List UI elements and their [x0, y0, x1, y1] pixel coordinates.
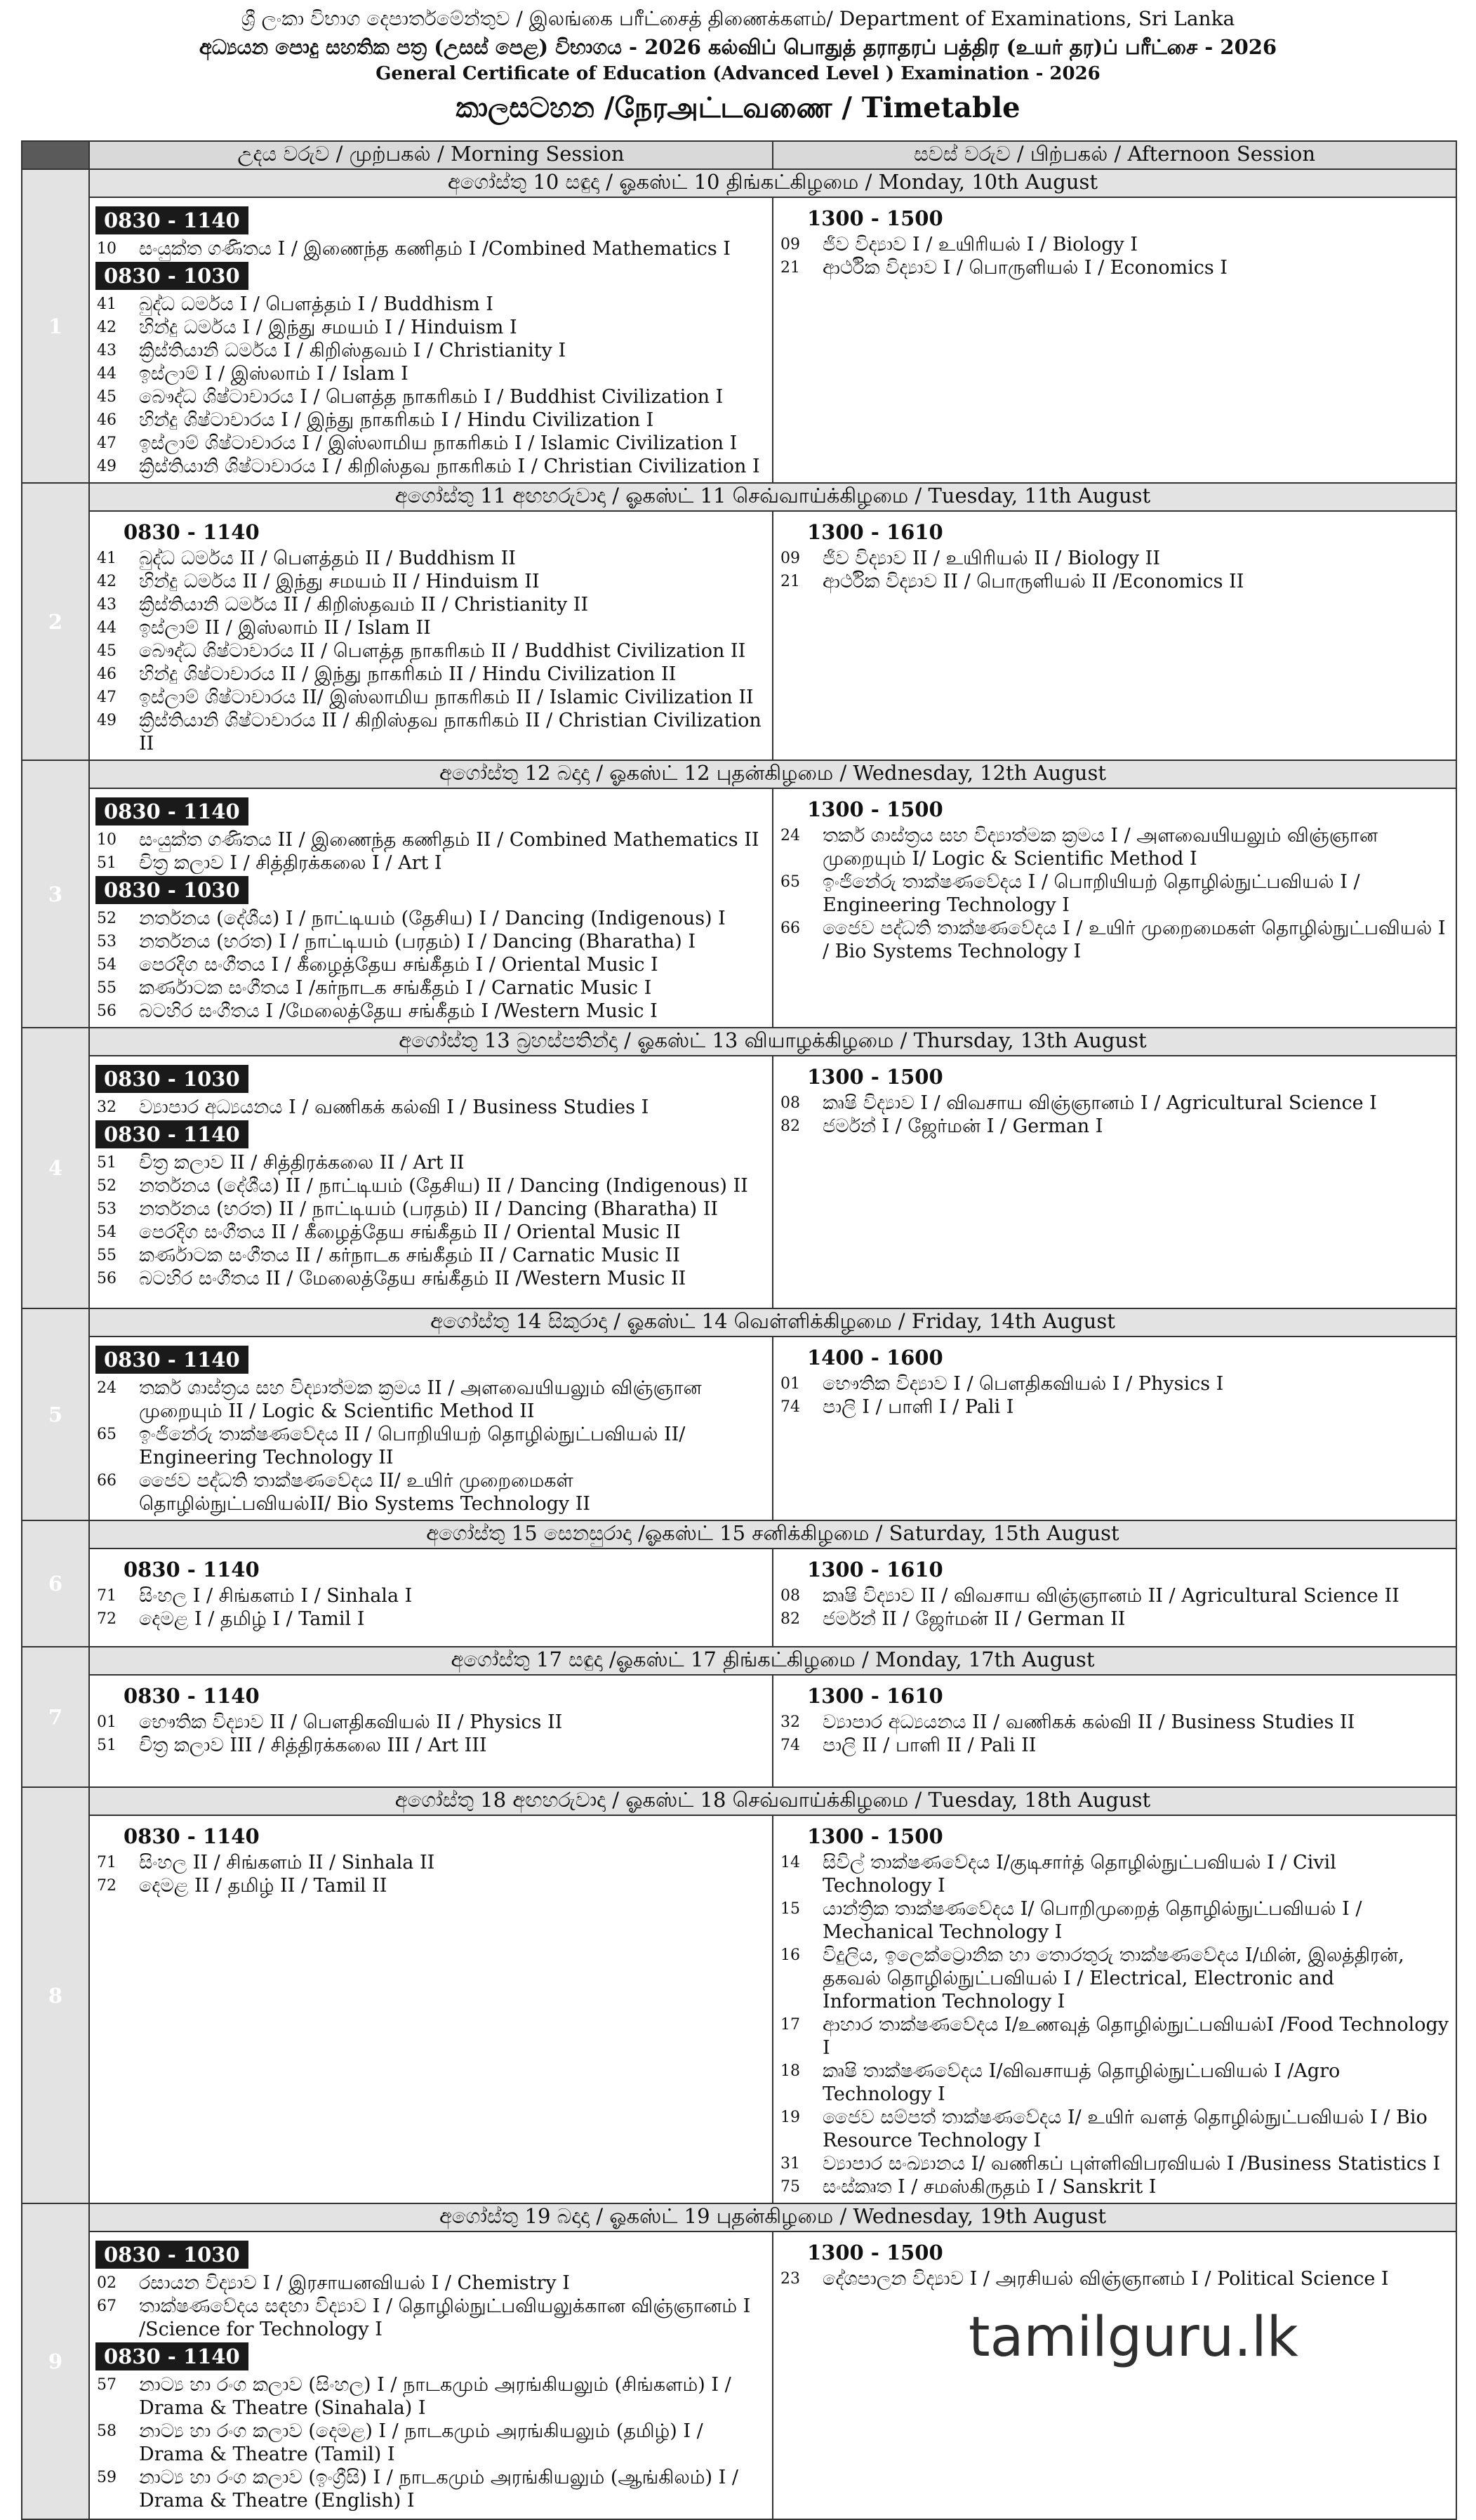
- subject-name: බටහිර සංගීතය II / மேலைத்தேய சங்கீதம் II /Western Music II: [139, 1268, 686, 1289]
- subject-name: තර්ක ශාස්ත්‍රය සහ විද්‍යාත්මක ක්‍රමය I / அளவையியலும் விஞ்ஞான முறையும் I/ Logic & Scientific Method I: [823, 825, 1378, 870]
- subject-name: තර්ක ශාස්ත්‍රය සහ විද්‍යාත්මක ක්‍රමය II / அளவையியலும் விஞ்ஞான முறையும் II / Logic & Scientific Method II: [139, 1377, 702, 1422]
- subject-code: 46: [97, 411, 117, 429]
- exam-line-english: General Certificate of Education (Advanced Level ) Examination - 2026: [375, 63, 1101, 84]
- subject-code: 52: [97, 910, 117, 927]
- watermark: tamilguru.lk: [969, 2306, 1298, 2369]
- subject-code: 72: [97, 1877, 117, 1895]
- subject-row: [779, 824, 1450, 870]
- subject-code: 01: [780, 1375, 800, 1393]
- time-slot: 0830 - 1030: [95, 1065, 248, 1093]
- subject-row: [779, 2267, 1450, 2290]
- subject-row: [95, 1874, 766, 1897]
- subject-name: ඉස්ලාම් ශිෂ්ටාචාරය I / இஸ்லாமிய நாகரிகம் I / Islamic Civilization I: [139, 432, 738, 454]
- time-slot: 1300 - 1500: [807, 206, 943, 230]
- subject-code: 44: [97, 365, 117, 383]
- subject-name: නාට්‍ය හා රංග කලාව (ඉංග්‍රීසි) I / நாடகமும் அரங்கியலும் (ஆங்கிலம்) I / Drama & Theatre (English) I: [139, 2467, 738, 2512]
- subject-code: 72: [97, 1610, 117, 1628]
- subject-code: 56: [97, 1270, 117, 1287]
- subject-row: [95, 237, 766, 260]
- afternoon-cell: [773, 1056, 1456, 1308]
- subject-name: චිත්‍ර කලාව II / சித்திரக்கலை II / Art II: [139, 1152, 465, 1174]
- time-slot: 0830 - 1140: [124, 1684, 260, 1708]
- subject-code: 32: [97, 1099, 117, 1116]
- subject-code: 74: [780, 1398, 800, 1416]
- subject-name: කෘෂි තාක්ෂණවේදය I/விவசாயத் தொழில்நுட்பவியல் I /Agro Technology I: [823, 2060, 1341, 2105]
- time-slot: 0830 - 1140: [124, 1824, 260, 1848]
- subject-row: [779, 1734, 1450, 1757]
- day-number: 2: [22, 483, 89, 760]
- subject-name: සිංහල I / சிங்களம் I / Sinhala I: [139, 1585, 413, 1607]
- subject-name: පෙරදිග සංගීතය II / கீழைத்தேய சங்கீதம் II / Oriental Music II: [139, 1221, 681, 1243]
- exam-date: අගෝස්තු 15 සෙනසුරාදා /ஓகஸ்ட் 15 சனிக்கிழமை / Saturday, 15th August: [89, 1520, 1456, 1549]
- subject-name: පාලි II / பாளி II / Pali II: [823, 1735, 1037, 1756]
- subject-name: නර්තනය (දේශීය) II / நாட்டியம் (தேசிய) II / Dancing (Indigenous) II: [139, 1175, 748, 1197]
- subject-row: [779, 1092, 1450, 1115]
- subject-name: විදුලිය, ඉලෙක්ට්‍රොනික හා තොරතුරු තාක්ෂණවේදය I/மின், இலத்திரன், தகவல் தொழில்நுட்பவியல் I / Electrical, Electronic and Information Technology I: [823, 1944, 1404, 2012]
- subject-code: 74: [780, 1737, 800, 1754]
- subject-code: 24: [97, 1379, 117, 1397]
- subject-name: ඉංජිනේරු තාක්ෂණවේදය I / பொறியியற் தொழில்நுட்பவியல் I / Engineering Technology I: [823, 871, 1360, 916]
- page-title: කාලසටහන /நேரஅட்டவணை / Timetable: [456, 91, 1020, 124]
- morning-cell: [89, 1815, 773, 2203]
- subject-name: කෘෂි විද්‍යාව II / விவசாய விஞ்ஞானம் II / Agricultural Science II: [823, 1585, 1399, 1607]
- subject-name: සිවිල් තාක්ෂණවේදය I/குடிசார்த் தொழில்நுட்பவியல் I / Civil Technology I: [823, 1852, 1336, 1897]
- date-row: [22, 1787, 1456, 1815]
- time-slot: 0830 - 1030: [95, 876, 248, 904]
- subject-code: 53: [97, 1200, 117, 1218]
- subject-name: ජර්මන් II / ஜேர்மன் II / German II: [823, 1608, 1126, 1630]
- subject-code: 41: [97, 296, 117, 313]
- subject-row: [779, 917, 1450, 963]
- time-slot: 1300 - 1500: [807, 1824, 943, 1848]
- subject-row: [95, 2373, 766, 2420]
- subject-name: ඉස්ලාම් ශිෂ්ටාචාරය II/ இஸ்லாமிய நாகரிகம் II / Islamic Civilization II: [139, 687, 754, 708]
- subject-code: 65: [97, 1426, 117, 1443]
- subject-row: [95, 2272, 766, 2295]
- subject-code: 52: [97, 1177, 117, 1195]
- afternoon-cell: [773, 1337, 1456, 1520]
- exam-line-local: අධ්‍යයන පොදු සහතික පත්‍ර (උසස් පෙළ) විභාගය - 2026 கல்விப் பொதுத் தராதரப் பத்திர (உயர் தர)ப் பரீட்சை - 2026: [199, 35, 1277, 59]
- subject-row: [95, 593, 766, 616]
- subject-code: 41: [97, 550, 117, 567]
- subject-name: නාට්‍ය හා රංග කලාව (සිංහල) I / நாடகமும் அரங்கியலும் (சிங்களம்) I / Drama & Theatre (Sinahala) I: [139, 2374, 731, 2419]
- morning-cell: [89, 1056, 773, 1308]
- subject-row: [779, 233, 1450, 256]
- subject-name: බෞද්ධ ශිෂ්ටාචාරය II / பௌத்த நாகரிகம் II / Buddhist Civilization II: [139, 640, 746, 662]
- subject-name: පාලි I / பாளி I / Pali I: [823, 1396, 1014, 1418]
- exam-date: අගෝස්තු 10 සඳුදා / ஓகஸ்ட் 10 திங்கட்கிழமை / Monday, 10th August: [89, 169, 1456, 197]
- subject-name: භෞතික විද්‍යාව I / பௌதிகவியல் I / Physics I: [823, 1373, 1224, 1395]
- afternoon-session-header: සවස් වරුව / பிற்பகல் / Afternoon Session: [773, 141, 1456, 169]
- subject-name: පෙරදිග සංගීතය I / கீழைத்தேய சங்கீதம் I / Oriental Music I: [139, 954, 658, 976]
- subject-code: 16: [780, 1947, 800, 1964]
- subject-name: භෞතික විද්‍යාව II / பௌதிகவியல் II / Physics II: [139, 1711, 563, 1733]
- time-slot: 1300 - 1610: [807, 520, 943, 544]
- subject-name: තාක්ෂණවේදය සඳහා විද්‍යාව I / தொழில்நுட்பவியலுக்கான விஞ்ஞானம் I /Science for Technology I: [139, 2295, 751, 2340]
- subject-code: 21: [780, 573, 800, 590]
- subject-code: 15: [780, 1900, 800, 1918]
- subject-row: [779, 2175, 1450, 2199]
- subject-code: 55: [97, 1247, 117, 1264]
- subject-name: නර්තනය (දේශීය) I / நாட்டியம் (தேசிய) I / Dancing (Indigenous) I: [139, 908, 726, 929]
- subject-row: [95, 385, 766, 409]
- subject-row: [95, 362, 766, 385]
- subject-row: [95, 1221, 766, 1244]
- time-slot: 1300 - 1500: [807, 2241, 943, 2264]
- subject-row: [95, 1584, 766, 1607]
- subject-row: [95, 907, 766, 930]
- subject-code: 51: [97, 1154, 117, 1172]
- subject-row: [95, 686, 766, 709]
- subject-name: කර්ණාටක සංගීතය II / கர்நாடக சங்கீதம் II / Carnatic Music II: [139, 1245, 680, 1266]
- morning-cell: [89, 1675, 773, 1787]
- subject-row: [95, 663, 766, 686]
- subject-row: [95, 1607, 766, 1631]
- exam-date: අගෝස්තු 11 අඟහරුවාදා / ஓகஸ்ட் 11 செவ்வாய்க்கிழமை / Tuesday, 11th August: [89, 483, 1456, 511]
- subject-code: 42: [97, 319, 117, 336]
- time-slot: 1300 - 1500: [807, 797, 943, 821]
- day-row: [22, 1337, 1456, 1520]
- day-row: [22, 788, 1456, 1028]
- subject-name: ඉස්ලාම් I / இஸ்லாம் I / Islam I: [139, 363, 408, 385]
- subject-code: 75: [780, 2178, 800, 2196]
- subject-row: [95, 2466, 766, 2512]
- department-line: ශ්‍රී ලංකා විභාග දෙපාර්තමේන්තුව / இலங்கை பரீட்சைத் திணைக்களம்/ Department of Examinations, Sri Lanka: [241, 7, 1235, 30]
- subject-code: 43: [97, 342, 117, 359]
- subject-name: හින්දු ධර්මය I / இந்து சமயம் I / Hinduism I: [139, 317, 517, 338]
- day-number: 3: [22, 760, 89, 1028]
- time-slot: 0830 - 1140: [95, 206, 248, 234]
- subject-code: 32: [780, 1713, 800, 1731]
- day-number: 5: [22, 1308, 89, 1520]
- subject-row: [95, 953, 766, 976]
- subject-name: ක්‍රිස්තියානි ධර්මය II / கிறிஸ்தவம் II / Christianity II: [139, 594, 589, 616]
- morning-cell: [89, 511, 773, 760]
- time-slot: 0830 - 1140: [124, 1558, 260, 1581]
- subject-row: [779, 256, 1450, 279]
- time-slot: 1300 - 1610: [807, 1684, 943, 1708]
- subject-code: 09: [780, 550, 800, 567]
- subject-code: 18: [780, 2062, 800, 2080]
- subject-name: ඉස්ලාම් II / இஸ்லாம் II / Islam II: [139, 617, 431, 639]
- subject-name: ක්‍රිස්තියානි ශිෂ්ටාචාරය II / கிறிஸ்தவ நாகரிகம் II / Christian Civilization II: [139, 710, 762, 755]
- subject-code: 46: [97, 665, 117, 683]
- date-row: [22, 1308, 1456, 1337]
- subject-row: [779, 1115, 1450, 1138]
- subject-name: ආර්ථික විද්‍යාව II / பொருளியல் II /Economics II: [823, 571, 1244, 592]
- subject-row: [779, 1711, 1450, 1734]
- afternoon-cell: [773, 511, 1456, 760]
- subject-name: ක්‍රිස්තියානි ධර්මය I / கிறிஸ்தவம் I / Christianity I: [139, 340, 566, 362]
- subject-row: [779, 2013, 1450, 2060]
- subject-row: [95, 1423, 766, 1469]
- subject-row: [95, 339, 766, 362]
- subject-name: සිංහල II / சிங்களம் II / Sinhala II: [139, 1852, 435, 1874]
- date-row: [22, 1647, 1456, 1675]
- subject-code: 67: [97, 2297, 117, 2315]
- exam-date: අගෝස්තු 13 බ්‍රහස්පතින්දා / ஓகஸ்ட் 13 வியாழக்கிழமை / Thursday, 13th August: [89, 1028, 1456, 1056]
- morning-cell: [89, 1549, 773, 1647]
- day-number: 6: [22, 1520, 89, 1647]
- subject-row: [779, 1584, 1450, 1607]
- day-number: 4: [22, 1028, 89, 1308]
- morning-cell: [89, 197, 773, 483]
- subject-row: [95, 547, 766, 570]
- subject-row: [95, 409, 766, 432]
- subject-row: [95, 1244, 766, 1267]
- subject-code: 54: [97, 956, 117, 974]
- subject-code: 14: [780, 1854, 800, 1871]
- subject-row: [95, 1377, 766, 1423]
- subject-name: ආර්ථික විද්‍යාව I / பொருளியல் I / Economics I: [823, 257, 1228, 279]
- subject-name: නර්තනය (භරත) I / நாட்டியம் (பரதம்) I / Dancing (Bharatha) I: [139, 931, 696, 953]
- subject-name: කර්ණාටක සංගීතය I /கர்நாடக சங்கீதம் I / Carnatic Music I: [139, 977, 652, 999]
- subject-row: [95, 639, 766, 663]
- day-row: [22, 1815, 1456, 2203]
- subject-name: ජීව විද්‍යාව I / உயிரியல் I / Biology I: [823, 234, 1138, 256]
- subject-row: [779, 1372, 1450, 1395]
- subject-code: 01: [97, 1713, 117, 1731]
- subject-name: කෘෂි විද්‍යාව I / விவசாய விஞ்ஞானம் I / Agricultural Science I: [823, 1092, 1377, 1114]
- subject-name: හින්දු ධර්මය II / இந்து சமயம் II / Hinduism II: [139, 571, 540, 592]
- day-row: [22, 1675, 1456, 1787]
- subject-name: චිත්‍ර කලාව III / சித்திரக்கலை III / Art III: [139, 1735, 487, 1756]
- subject-code: 24: [780, 827, 800, 844]
- subject-code: 08: [780, 1094, 800, 1112]
- subject-row: [779, 2060, 1450, 2106]
- subject-row: [779, 870, 1450, 917]
- subject-row: [779, 2106, 1450, 2152]
- time-slot: 0830 - 1030: [95, 262, 248, 290]
- subject-code: 19: [780, 2109, 800, 2126]
- subject-code: 49: [97, 712, 117, 729]
- subject-row: [95, 976, 766, 1000]
- subject-code: 51: [97, 854, 117, 872]
- subject-code: 57: [97, 2376, 117, 2394]
- session-header-row: [22, 141, 1456, 169]
- subject-code: 44: [97, 619, 117, 637]
- subject-code: 82: [780, 1118, 800, 1135]
- subject-row: [95, 1469, 766, 1516]
- subject-code: 58: [97, 2422, 117, 2440]
- subject-code: 82: [780, 1610, 800, 1628]
- date-row: [22, 1028, 1456, 1056]
- subject-row: [779, 1851, 1450, 1897]
- morning-cell: [89, 2231, 773, 2519]
- subject-row: [95, 1851, 766, 1874]
- time-slot: 1400 - 1600: [807, 1346, 943, 1370]
- day-row: [22, 1549, 1456, 1647]
- subject-name: ජීව විද්‍යාව II / உயிரியல் II / Biology II: [823, 548, 1161, 569]
- subject-row: [95, 828, 766, 851]
- subject-name: නර්තනය (භරත) II / நாட்டியம் (பரதம்) II / Dancing (Bharatha) II: [139, 1198, 719, 1220]
- subject-code: 02: [97, 2274, 117, 2292]
- subject-name: ජෛව පද්ධති තාක්ෂණවේදය I / உயிர் முறைமைகள் தொழில்நுட்பவியல் I / Bio Systems Technology I: [823, 917, 1446, 962]
- subject-code: 47: [97, 435, 117, 452]
- subject-code: 31: [780, 2155, 800, 2173]
- subject-name: නාට්‍ය හා රංග කලාව (දෙමළ) I / நாடகமும் அரங்கியலும் (தமிழ்) I / Drama & Theatre (Tamil) I: [139, 2420, 703, 2465]
- subject-row: [95, 455, 766, 478]
- subject-row: [779, 1944, 1450, 2013]
- subject-row: [95, 616, 766, 639]
- subject-row: [95, 1711, 766, 1734]
- afternoon-cell: [773, 788, 1456, 1028]
- subject-code: 66: [780, 920, 800, 937]
- subject-row: [779, 547, 1450, 570]
- subject-row: [95, 2420, 766, 2466]
- exam-date: අගෝස්තු 17 සඳුදා /ஓகஸ்ட் 17 திங்கட்கிழமை / Monday, 17th August: [89, 1647, 1456, 1675]
- subject-name: බුද්ධ ධර්මය II / பௌத்தம் II / Buddhism II: [139, 548, 516, 569]
- subject-code: 43: [97, 596, 117, 614]
- subject-row: [95, 1198, 766, 1221]
- subject-code: 10: [97, 831, 117, 849]
- date-row: [22, 1520, 1456, 1549]
- subject-name: බටහිර සංගීතය I /மேலைத்தேய சங்கீதம் I /Western Music I: [139, 1000, 658, 1022]
- subject-row: [779, 2152, 1450, 2175]
- subject-row: [779, 570, 1450, 593]
- time-slot: 0830 - 1030: [95, 2241, 248, 2269]
- subject-name: සංයුක්ත ගණිතය II / இணைந்த கணிதம் II / Combined Mathematics II: [139, 829, 759, 851]
- subject-code: 47: [97, 689, 117, 706]
- subject-code: 21: [780, 259, 800, 277]
- subject-row: [95, 1734, 766, 1757]
- timetable: [21, 140, 1457, 2520]
- subject-row: [95, 1174, 766, 1198]
- time-slot: 1300 - 1500: [807, 1065, 943, 1089]
- subject-code: 09: [780, 236, 800, 253]
- subject-row: [95, 1096, 766, 1119]
- day-number: 7: [22, 1647, 89, 1787]
- subject-name: හින්දු ශිෂ්ටාචාරය I / இந்து நாகரிகம் I / Hindu Civilization I: [139, 409, 654, 431]
- subject-row: [95, 293, 766, 316]
- subject-code: 71: [97, 1854, 117, 1871]
- subject-code: 54: [97, 1223, 117, 1241]
- document-header: [0, 0, 1476, 144]
- subject-row: [95, 570, 766, 593]
- subject-name: ඉංජිනේරු තාක්ෂණවේදය II / பொறியியற் தொழில்நுட்பவியல் II/ Engineering Technology II: [139, 1424, 686, 1468]
- subject-row: [95, 432, 766, 455]
- subject-name: ව්‍යාපාර සංඛ්‍යානය I/ வணிகப் புள்ளிவிபரவியல் I /Business Statistics I: [823, 2153, 1440, 2175]
- exam-date: අගෝස්තු 18 අඟහරුවාදා / ஓகஸ்ட் 18 செவ்வாய்க்கிழமை / Tuesday, 18th August: [89, 1787, 1456, 1815]
- time-slot: 0830 - 1140: [95, 1346, 248, 1374]
- subject-row: [95, 2295, 766, 2341]
- subject-name: ක්‍රිස්තියානි ශිෂ්ටාචාරය I / கிறிஸ்தவ நாகரிகம் I / Christian Civilization I: [139, 456, 760, 477]
- subject-row: [95, 1151, 766, 1174]
- subject-code: 55: [97, 979, 117, 997]
- day-number: 9: [22, 2203, 89, 2519]
- subject-name: දේශපාලන විද්‍යාව I / அரசியல் விஞ்ஞானம் I / Political Science I: [823, 2268, 1389, 2290]
- date-row: [22, 483, 1456, 511]
- morning-cell: [89, 788, 773, 1028]
- time-slot: 0830 - 1140: [124, 520, 260, 544]
- time-slot: 1300 - 1610: [807, 1558, 943, 1581]
- subject-code: 65: [780, 873, 800, 891]
- afternoon-cell: [773, 1815, 1456, 2203]
- subject-code: 53: [97, 933, 117, 950]
- subject-code: 51: [97, 1737, 117, 1754]
- subject-code: 71: [97, 1587, 117, 1605]
- subject-name: රසායන විද්‍යාව I / இரசாயனவியல் I / Chemistry I: [139, 2272, 570, 2294]
- subject-code: 45: [97, 642, 117, 660]
- subject-row: [779, 1607, 1450, 1631]
- subject-name: ආහාර තාක්ෂණවේදය I/உணவுத் தொழில்நுட்பவியல்I /Food Technology I: [823, 2014, 1449, 2059]
- afternoon-cell: [773, 1549, 1456, 1647]
- subject-name: ජෛව පද්ධති තාක්ෂණවේදය II/ உயிர் முறைமைகள் தொழில்நுட்பவியல்II/ Bio Systems Technology II: [139, 1470, 591, 1515]
- morning-session-header: උදය වරුව / முற்பகல் / Morning Session: [89, 141, 773, 169]
- exam-date: අගෝස්තු 14 සිකුරාදා / ஓகஸ்ட் 14 வெள்ளிக்கிழமை / Friday, 14th August: [89, 1308, 1456, 1337]
- subject-code: 42: [97, 573, 117, 590]
- subject-name: ව්‍යාපාර අධ්‍යයනය II / வணிகக் கல்வி II / Business Studies II: [823, 1711, 1355, 1733]
- afternoon-cell: [773, 1675, 1456, 1787]
- subject-name: හින්දු ශිෂ්ටාචාරය II / இந்து நாகரிகம் II / Hindu Civilization II: [139, 663, 677, 685]
- subject-code: 49: [97, 458, 117, 475]
- day-row: [22, 2231, 1456, 2519]
- subject-row: [95, 1000, 766, 1023]
- afternoon-cell: [773, 2231, 1456, 2519]
- subject-row: [779, 1897, 1450, 1944]
- subject-name: ව්‍යාපාර අධ්‍යයනය I / வணிகக் கல்வி I / Business Studies I: [139, 1096, 649, 1118]
- time-slot: 0830 - 1140: [95, 797, 248, 825]
- day-number: 1: [22, 169, 89, 483]
- subject-row: [95, 709, 766, 755]
- day-row: [22, 197, 1456, 483]
- date-row: [22, 760, 1456, 788]
- subject-name: බුද්ධ ධර්මය I / பௌத்தம் I / Buddhism I: [139, 293, 493, 315]
- subject-name: දෙමළ II / தமிழ் II / Tamil II: [139, 1875, 387, 1897]
- subject-row: [95, 851, 766, 875]
- date-row: [22, 2203, 1456, 2231]
- day-row: [22, 511, 1456, 760]
- morning-cell: [89, 1337, 773, 1520]
- day-number: 8: [22, 1787, 89, 2203]
- subject-name: චිත්‍ර කලාව I / சித்திரக்கலை I / Art I: [139, 852, 442, 874]
- time-slot: 0830 - 1140: [95, 1120, 248, 1148]
- subject-name: සංස්කෘත I / சமஸ்கிருதம் I / Sanskrit I: [823, 2176, 1157, 2198]
- subject-code: 59: [97, 2469, 117, 2486]
- subject-code: 17: [780, 2016, 800, 2034]
- time-slot: 0830 - 1140: [95, 2342, 248, 2370]
- subject-code: 45: [97, 388, 117, 406]
- subject-name: ජෛව සම්පත් තාක්ෂණවේදය I/ உயிர் வளத் தொழில்நுட்பவியல் I / Bio Resource Technology I: [823, 2107, 1428, 2151]
- subject-name: යාන්ත්‍රික තාක්ෂණවේදය I/ பொறிமுறைத் தொழில்நுட்பவியல் I / Mechanical Technology I: [823, 1898, 1362, 1943]
- subject-name: සංයුක්ත ගණිතය I / இணைந்த கணிதம் I /Combined Mathematics I: [139, 238, 731, 260]
- exam-date: අගෝස්තු 19 බදාදා / ஓகஸ்ட் 19 புதன்கிழமை / Wednesday, 19th August: [89, 2203, 1456, 2231]
- exam-date: අගෝස්තු 12 බදාදා / ஓகஸ்ட் 12 புதன்கிழமை / Wednesday, 12th August: [89, 760, 1456, 788]
- subject-code: 08: [780, 1587, 800, 1605]
- subject-row: [779, 1395, 1450, 1419]
- subject-row: [95, 930, 766, 953]
- session-header-spacer: [22, 141, 89, 169]
- afternoon-cell: [773, 197, 1456, 483]
- subject-code: 10: [97, 240, 117, 258]
- subject-code: 66: [97, 1472, 117, 1490]
- subject-name: දෙමළ I / தமிழ் I / Tamil I: [139, 1608, 365, 1630]
- date-row: [22, 169, 1456, 197]
- subject-row: [95, 1267, 766, 1290]
- subject-code: 23: [780, 2270, 800, 2288]
- day-row: [22, 1056, 1456, 1308]
- subject-name: ජර්මන් I / ஜேர்மன் I / German I: [823, 1115, 1103, 1137]
- subject-name: බෞද්ධ ශිෂ්ටාචාරය I / பௌத்த நாகரிகம் I / Buddhist Civilization I: [139, 386, 724, 408]
- subject-code: 56: [97, 1002, 117, 1020]
- subject-row: [95, 316, 766, 339]
